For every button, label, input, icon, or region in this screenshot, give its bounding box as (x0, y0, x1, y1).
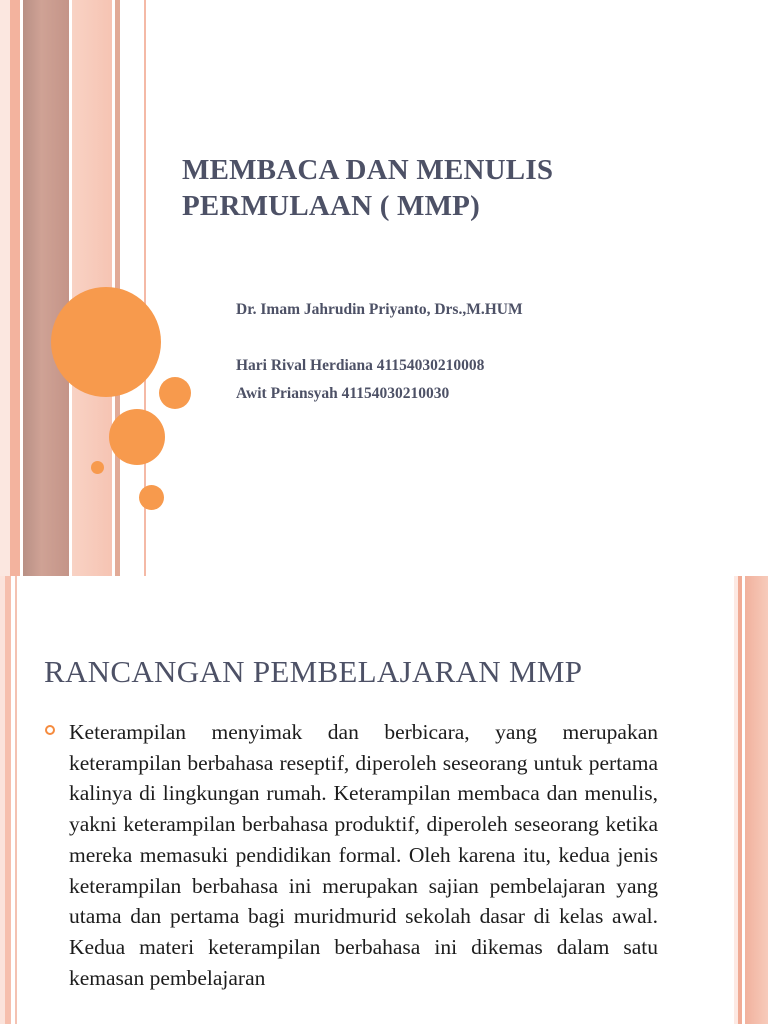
bullet-paragraph: Keterampilan menyimak dan berbicara, yang merupakan keterampilan berbahasa reseptif, diperoleh seseorang untuk pertama kalinya di lingkungan rumah. Keterampilan membaca dan menulis, yakni keterampilan berbahasa produktif, diperoleh seseorang ketika mereka memasuki pendidikan formal. Oleh karena itu, kedua jenis keterampilan berbahasa ini merupakan sajian pembelajaran yang utama dan pertama bagi muridmurid sekolah dasar di kelas awal. Kedua materi keterampilan berbahasa ini dikemas dalam satu kemasan pembelajaran (69, 720, 658, 990)
decor-circle-small (159, 377, 191, 409)
decor-circle-large (51, 287, 161, 397)
ring-bullet-icon (45, 725, 55, 735)
slide-title-line: MEMBACA DAN MENULIS (182, 154, 554, 186)
student-name: Hari Rival Herdiana 41154030210008 (236, 357, 485, 374)
slide-heading: RANCANGAN PEMBELAJARAN MMP (44, 654, 583, 689)
decor-stripe (23, 0, 69, 576)
decor-stripe (10, 0, 20, 576)
student-name: Awit Priansyah 41154030210030 (236, 385, 450, 402)
decor-circle-medium (109, 409, 165, 465)
lecturer-name: Dr. Imam Jahrudin Priyanto, Drs.,M.HUM (236, 301, 523, 318)
decor-stripe (15, 576, 17, 1024)
decor-stripe (745, 576, 768, 1024)
slide-title-line: PERMULAAN ( MMP) (182, 190, 480, 222)
decor-circle-tiny (91, 461, 104, 474)
decor-stripe (0, 0, 10, 576)
slide-title (182, 152, 722, 224)
decor-circle-small-2 (139, 485, 164, 510)
